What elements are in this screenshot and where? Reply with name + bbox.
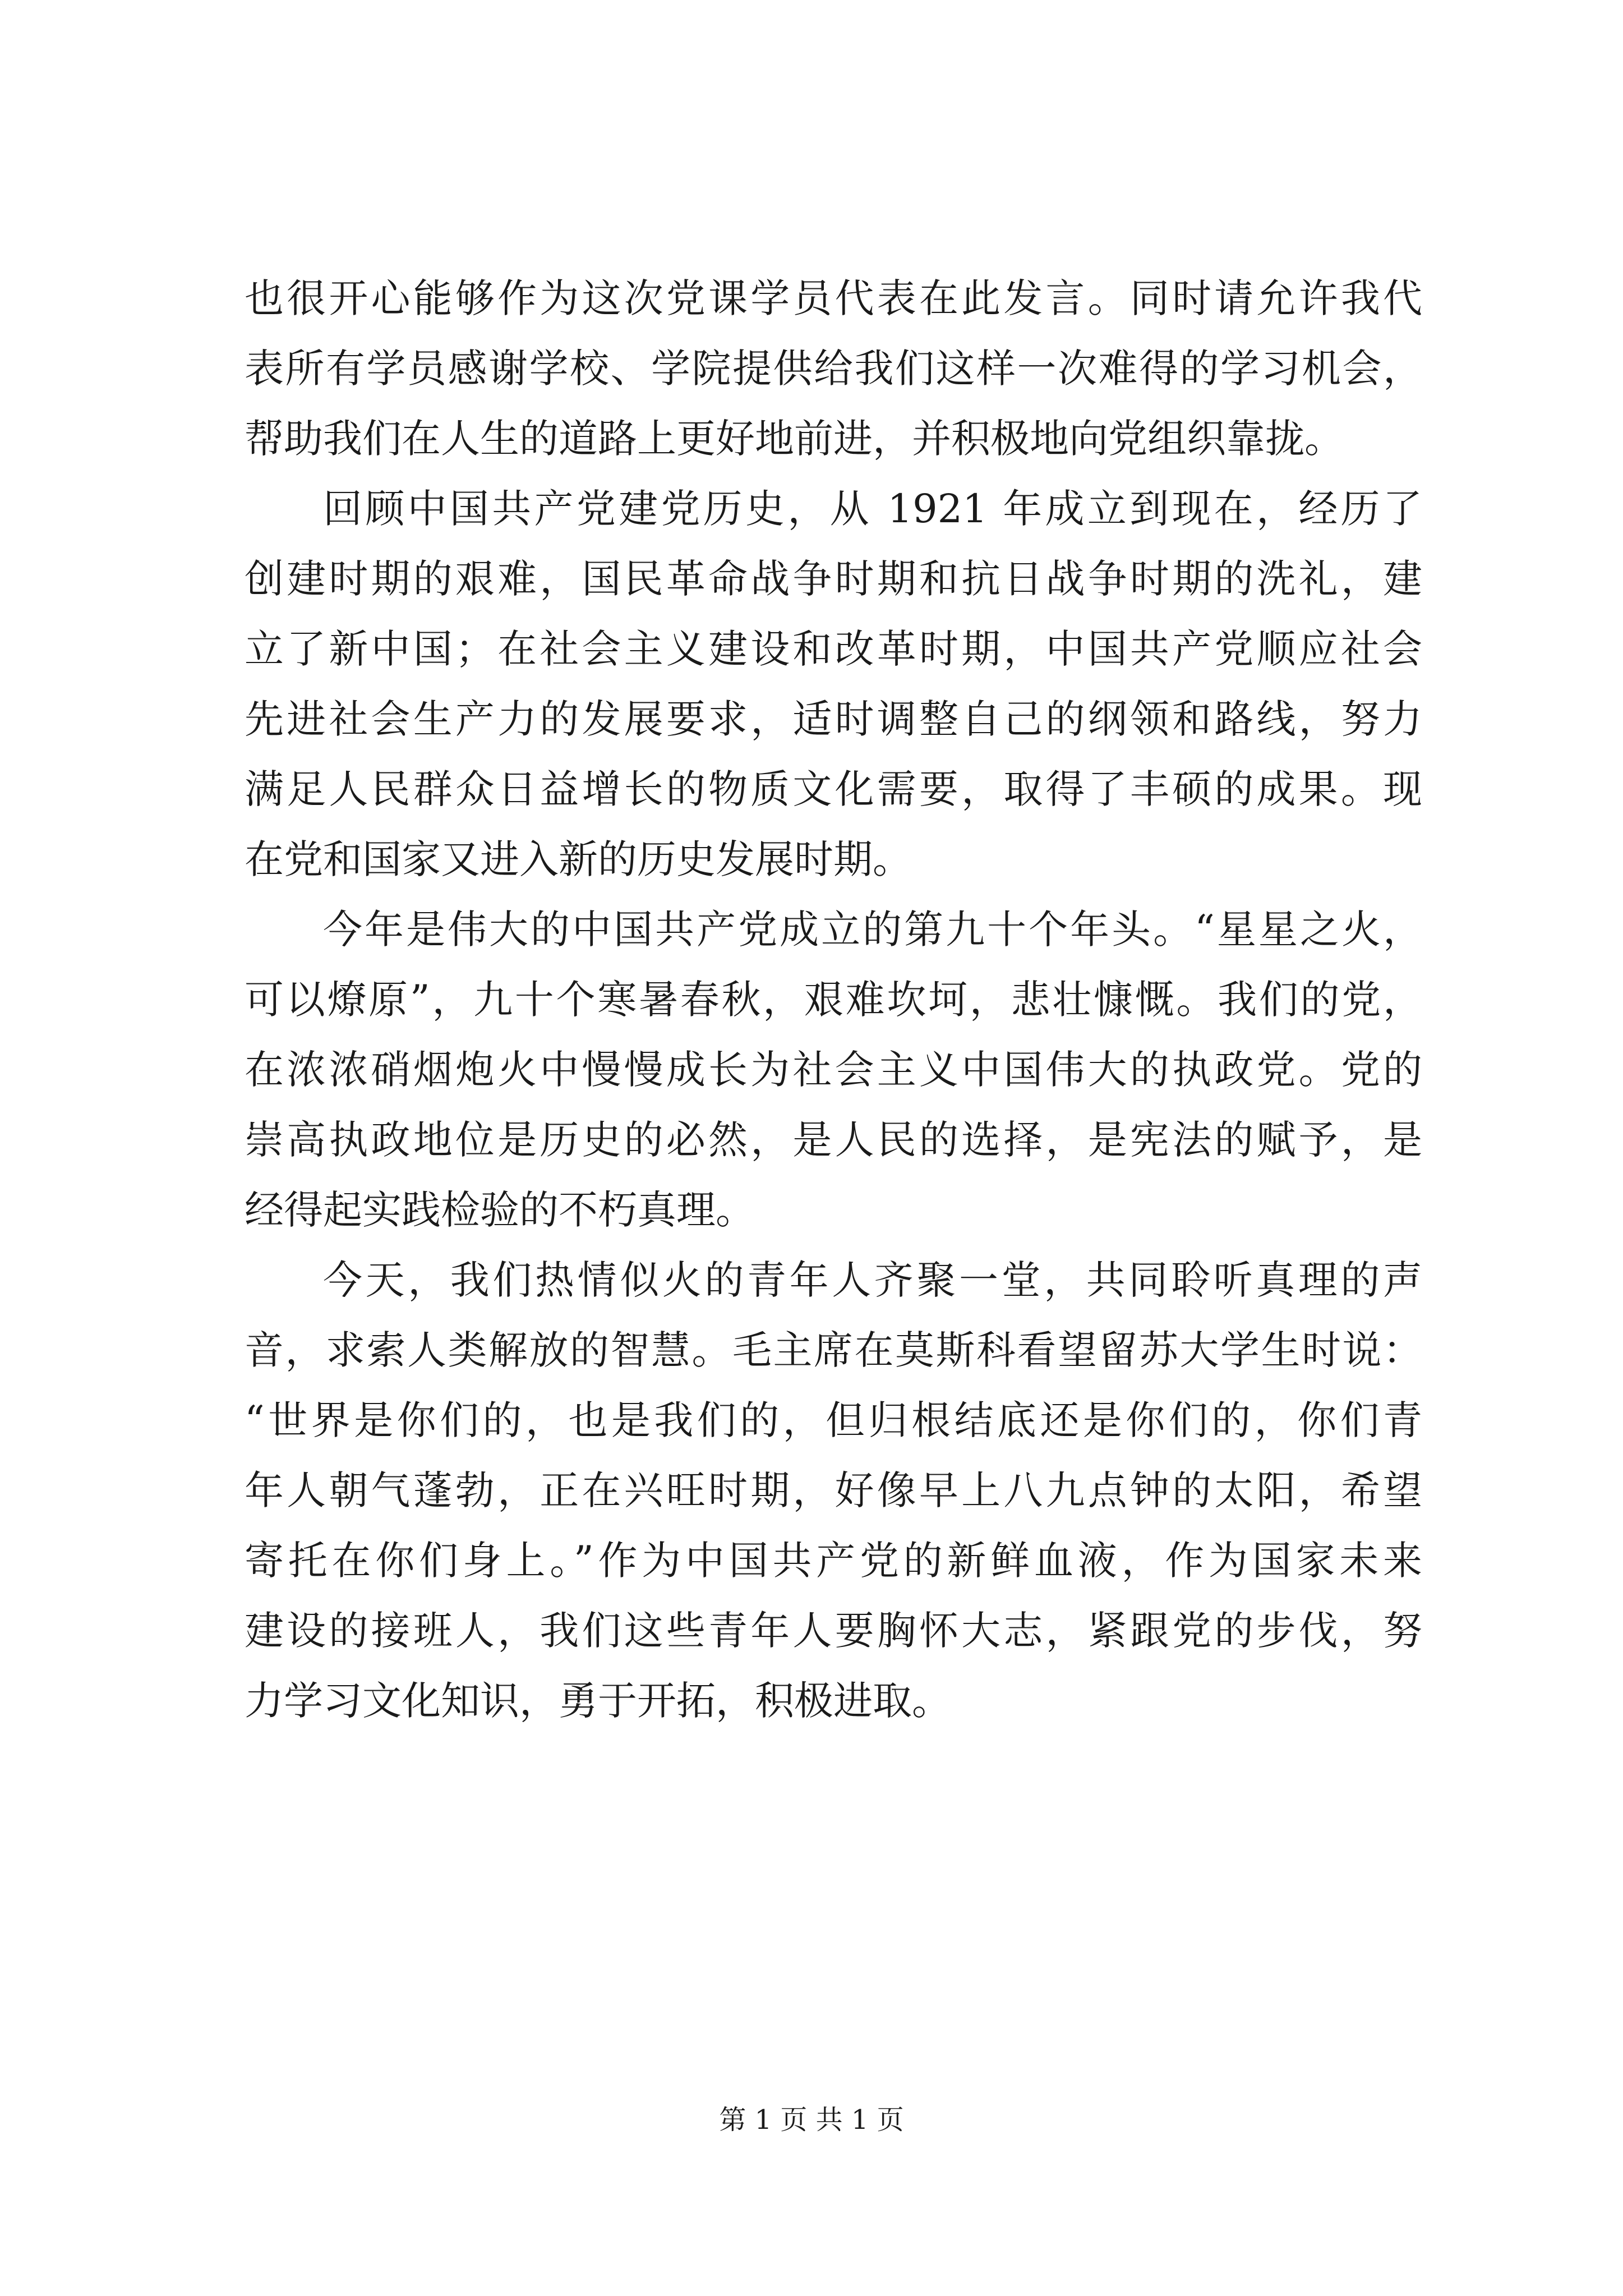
text-line: 今天，我们热情似火的青年人齐聚一堂，共同聆听真理的声 bbox=[323, 1257, 1422, 1303]
document-body bbox=[245, 264, 1422, 1736]
text-line: 在浓浓硝烟炮火中慢慢成长为社会主义中国伟大的执政党。党的 bbox=[245, 1047, 1422, 1093]
text-line: 满足人民群众日益增长的物质文化需要，取得了丰硕的成果。现 bbox=[245, 766, 1422, 812]
text-line: 回顾中国共产党建党历史，从 1921 年成立到现在，经历了 bbox=[323, 486, 1422, 532]
text-line: 先进社会生产力的发展要求，适时调整自己的纲领和路线，努力 bbox=[245, 696, 1422, 742]
text-line: “世界是你们的，也是我们的，但归根结底还是你们的，你们青 bbox=[245, 1397, 1422, 1443]
text-line: 音，求索人类解放的智慧。毛主席在莫斯科看望留苏大学生时说： bbox=[245, 1327, 1422, 1373]
text-line: 帮助我们在人生的道路上更好地前进，并积极地向党组织靠拢。 bbox=[245, 416, 1344, 462]
text-line: 创建时期的艰难，国民革命战争时期和抗日战争时期的洗礼，建 bbox=[245, 556, 1422, 602]
text-line: 力学习文化知识，勇于开拓，积极进取。 bbox=[245, 1678, 951, 1724]
text-line: 可以燎原”，九十个寒暑春秋，艰难坎坷，悲壮慷慨。我们的党， bbox=[245, 977, 1422, 1023]
text-line: 今年是伟大的中国共产党成立的第九十个年头。“星星之火， bbox=[323, 907, 1422, 953]
paragraph-1 bbox=[245, 264, 1422, 474]
paragraph-3 bbox=[245, 895, 1422, 1245]
text-line: 立了新中国；在社会主义建设和改革时期，中国共产党顺应社会 bbox=[245, 626, 1422, 672]
text-line: 表所有学员感谢学校、学院提供给我们这样一次难得的学习机会， bbox=[245, 346, 1422, 392]
text-line: 经得起实践检验的不朽真理。 bbox=[245, 1187, 755, 1233]
paragraph-4 bbox=[245, 1245, 1422, 1736]
text-line: 建设的接班人，我们这些青年人要胸怀大志，紧跟党的步伐，努 bbox=[245, 1608, 1422, 1654]
text-line: 寄托在你们身上。”作为中国共产党的新鲜血液，作为国家未来 bbox=[245, 1538, 1422, 1584]
paragraph-2 bbox=[245, 474, 1422, 895]
text-line: 在党和国家又进入新的历史发展时期。 bbox=[245, 836, 912, 882]
text-line: 年人朝气蓬勃，正在兴旺时期，好像早上八九点钟的太阳，希望 bbox=[245, 1467, 1422, 1513]
page-footer: 第 1 页 共 1 页 bbox=[719, 2104, 904, 2136]
text-line: 崇高执政地位是历史的必然，是人民的选择，是宪法的赋予，是 bbox=[245, 1117, 1422, 1163]
text-line: 也很开心能够作为这次党课学员代表在此发言。同时请允许我代 bbox=[245, 275, 1422, 321]
